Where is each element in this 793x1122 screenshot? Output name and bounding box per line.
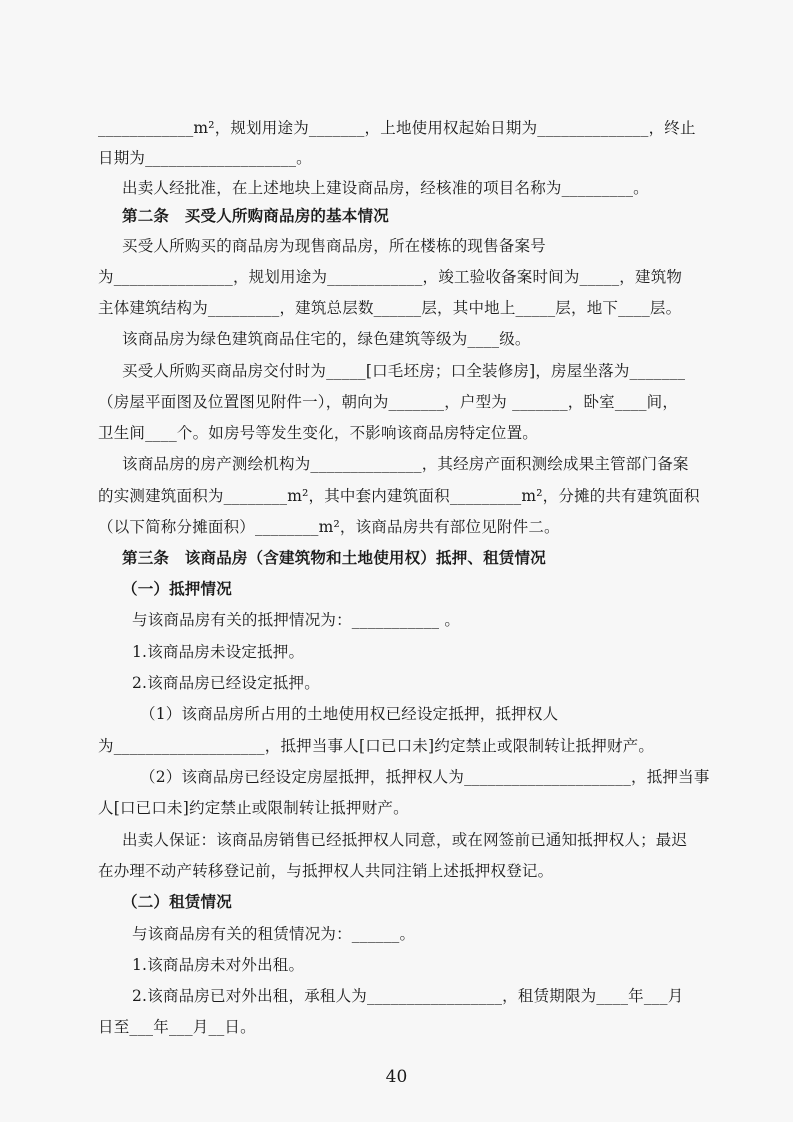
text-line: （房屋平面图及位置图见附件一），朝向为_______，户型为 _______，卧室____间， xyxy=(98,393,679,411)
list-item: 1.该商品房未对外出租。 xyxy=(132,956,305,974)
subsection-heading: （一）抵押情况 xyxy=(122,580,232,598)
text-line: 在办理不动产转移登记前，与抵押权人共同注销上述抵押权登记。 xyxy=(98,862,554,880)
text-line: 该商品房的房产测绘机构为______________，其经房产面积测绘成果主管部门备案 xyxy=(122,455,689,473)
text-line: 与该商品房有关的租赁情况为：______。 xyxy=(132,925,416,943)
list-item: 1.该商品房未设定抵押。 xyxy=(132,643,305,661)
text-line: 日期为___________________。 xyxy=(98,149,312,167)
text-line: 为___________________，抵押当事人[口已口未]约定禁止或限制转让抵押财产。 xyxy=(98,737,655,755)
text-line: 买受人所购买商品房交付时为_____[口毛坯房；口全装修房]，房屋坐落为_______ xyxy=(122,362,686,380)
section-heading: 第三条 该商品房（含建筑物和土地使用权）抵押、租赁情况 xyxy=(122,549,546,567)
text-line: 该商品房为绿色建筑商品住宅的，绿色建筑等级为____级。 xyxy=(122,330,531,348)
text-line: 为_______________，规划用途为____________，竣工验收备案时间为_____，建筑物 xyxy=(98,268,683,286)
text-line: 卫生间____个。如房号等发生变化，不影响该商品房特定位置。 xyxy=(98,424,539,442)
text-line: ____________m²，规划用途为_______，上地使用权起始日期为______________，终止 xyxy=(98,119,696,137)
page-number: 40 xyxy=(385,1067,408,1087)
text-line: 买受人所购买的商品房为现售商品房，所在楼栋的现售备案号 xyxy=(122,237,546,255)
list-item: （2）该商品房已经设定房屋抵押，抵押权人为_____________________，抵押当事 xyxy=(140,768,710,786)
text-line: 与该商品房有关的抵押情况为：___________ 。 xyxy=(132,611,461,629)
text-line: 人[口已口未]约定禁止或限制转让抵押财产。 xyxy=(98,799,409,817)
list-item: 2.该商品房已经设定抵押。 xyxy=(132,674,320,692)
subsection-heading: （二）租赁情况 xyxy=(122,893,232,911)
list-item: （1）该商品房所占用的土地使用权已经设定抵押，抵押权人 xyxy=(140,705,559,723)
section-heading: 第二条 买受人所购商品房的基本情况 xyxy=(122,207,389,225)
text-line: 主体建筑结构为_________，建筑总层数______层，其中地上_____层，地下____层。 xyxy=(98,299,682,317)
text-line: （以下简称分摊面积）________m²，该商品房共有部位见附件二。 xyxy=(98,518,560,536)
text-line: 出卖人经批准，在上述地块上建设商品房，经核准的项目名称为_________。 xyxy=(122,179,649,197)
list-item: 2.该商品房已对外出租，承租人为_________________，租赁期限为____年___月 xyxy=(132,987,684,1005)
text-line: 出卖人保证：该商品房销售已经抵押权人同意，或在网签前已通知抵押权人；最迟 xyxy=(122,831,688,849)
text-line: 的实测建筑面积为________m²，其中套内建筑面积_________m²，分摊的共有建筑面积 xyxy=(98,487,700,505)
text-line: 日至___年___月__日。 xyxy=(98,1018,256,1036)
